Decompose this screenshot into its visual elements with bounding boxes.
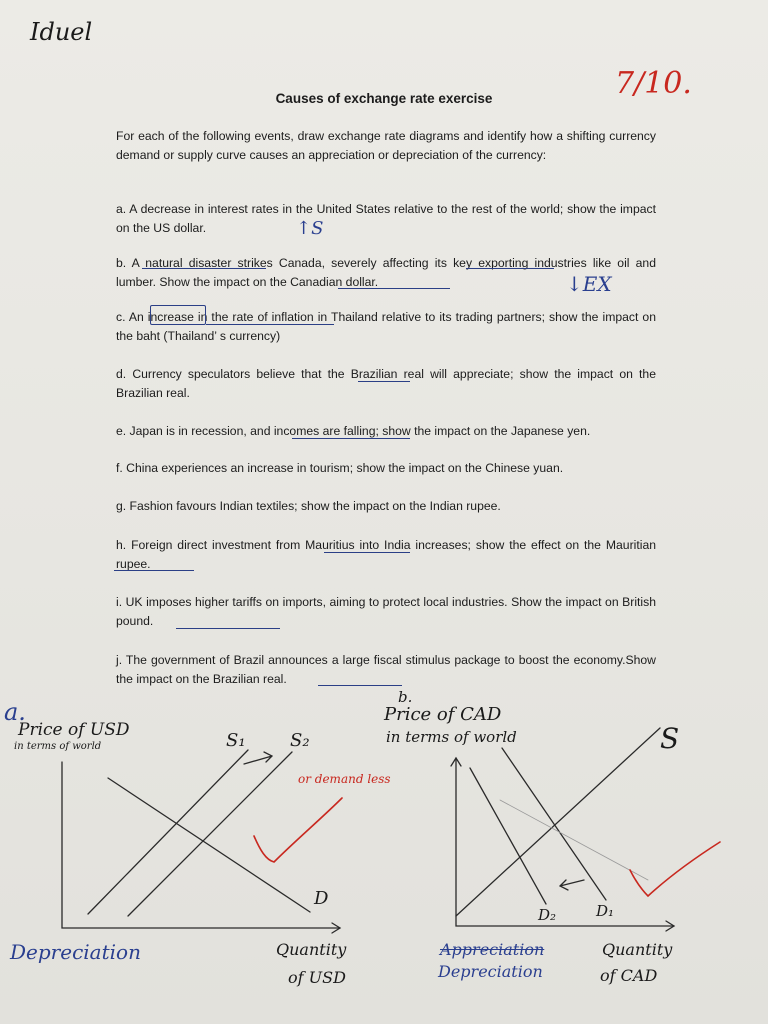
score-mark: 7/10.	[615, 66, 692, 101]
underline-incomes	[292, 438, 410, 439]
item-f: f. China experiences an increase in tourism; show the impact on the Chinese yuan.	[116, 461, 564, 475]
underline-brazilian-real-j	[318, 685, 402, 686]
d-label-a: D	[314, 888, 329, 909]
box-increase	[150, 305, 206, 325]
quantity-cad-label-1: Quantity	[602, 940, 673, 959]
annotation-b: ↓EX	[566, 272, 612, 296]
page-title: Causes of exchange rate exercise	[275, 91, 493, 106]
s-label-b: S	[660, 722, 680, 755]
student-name: Iduel	[30, 18, 93, 46]
underline-canadian-dollar	[338, 288, 450, 289]
underline-mauritian-rupee	[114, 570, 194, 571]
s2-label: S₂	[290, 730, 310, 751]
faint-line	[500, 800, 648, 880]
underline-natural-disaster	[142, 268, 266, 269]
diagram-b-label: b.	[398, 688, 413, 706]
item-a: a. A decrease in interest rates in the United States relative to the rest of the world; show the impact on the US dollar.	[116, 202, 656, 235]
item-c: c. An increase in the rate of inflation in Thailand relative to its trading partners; show the impact on the baht (Thailand’ s currency)	[116, 310, 656, 343]
appreciation-struck-label: Appreciation	[440, 940, 545, 959]
demand-d2	[470, 768, 546, 904]
shift-arrow-b	[560, 880, 584, 890]
item-h: h. Foreign direct investment from Mauritius into India increases; show the effect on the Mauritian rupee.	[116, 538, 656, 571]
axis-b	[456, 758, 674, 926]
diagram-a-label: a.	[4, 698, 26, 726]
s1-label: S₁	[226, 730, 246, 751]
axis-a	[62, 762, 340, 928]
underline-british-pound	[176, 628, 280, 629]
d2-label: D₂	[538, 906, 557, 924]
underline-mauritius	[324, 552, 410, 553]
item-i: i. UK imposes higher tariffs on imports, aiming to protect local industries. Show the impact on British pound.	[116, 595, 656, 628]
terms-of-world-b: in terms of world	[386, 728, 517, 746]
price-usd-axis-label: Price of USD	[18, 720, 130, 740]
d1-label: D₁	[596, 902, 615, 920]
quantity-usd-label-1: Quantity	[276, 940, 347, 959]
item-g: g. Fashion favours Indian textiles; show the impact on the Indian rupee.	[116, 499, 501, 513]
price-cad-axis-label: Price of CAD	[384, 704, 502, 725]
depreciation-label-a: Depreciation	[10, 940, 141, 964]
demand-less-note: or demand less	[298, 772, 391, 786]
item-j: j. The government of Brazil announces a large fiscal stimulus package to boost the economy.Show the impact on the Brazilian real.	[116, 653, 656, 686]
annotation-a: ↑S	[296, 218, 324, 239]
item-d: d. Currency speculators believe that the Brazilian real will appreciate; show the impact on the Brazilian real.	[116, 367, 656, 400]
underline-brazilian-real-d	[358, 381, 410, 382]
exchange-rate-diagrams	[0, 690, 768, 1020]
underline-inflation	[206, 324, 334, 325]
quantity-cad-label-2: of CAD	[600, 966, 658, 985]
underline-key-exporting	[466, 268, 554, 269]
checkmark-a	[254, 798, 342, 862]
quantity-usd-label-2: of USD	[288, 968, 346, 987]
supply-s2	[128, 752, 292, 916]
supply-s1	[88, 750, 248, 914]
depreciation-label-b: Depreciation	[438, 962, 543, 981]
demand-d1	[502, 748, 606, 900]
item-b: b. A natural disaster strikes Canada, severely affecting its key exporting industries like oil and lumber. Show the impact on the Canadian dollar.	[116, 256, 656, 289]
supply-s-b	[456, 728, 660, 916]
item-e: e. Japan is in recession, and incomes are falling; show the impact on the Japanese yen.	[116, 424, 591, 438]
intro-text: For each of the following events, draw exchange rate diagrams and identify how a shifting currency demand or supply curve causes an appreciation or depreciation of the currency:	[116, 129, 656, 162]
terms-of-world-a: in terms of world	[14, 741, 102, 752]
demand-d-a	[108, 778, 310, 912]
shift-arrow-a	[244, 752, 272, 764]
checkmark-b	[630, 842, 720, 896]
